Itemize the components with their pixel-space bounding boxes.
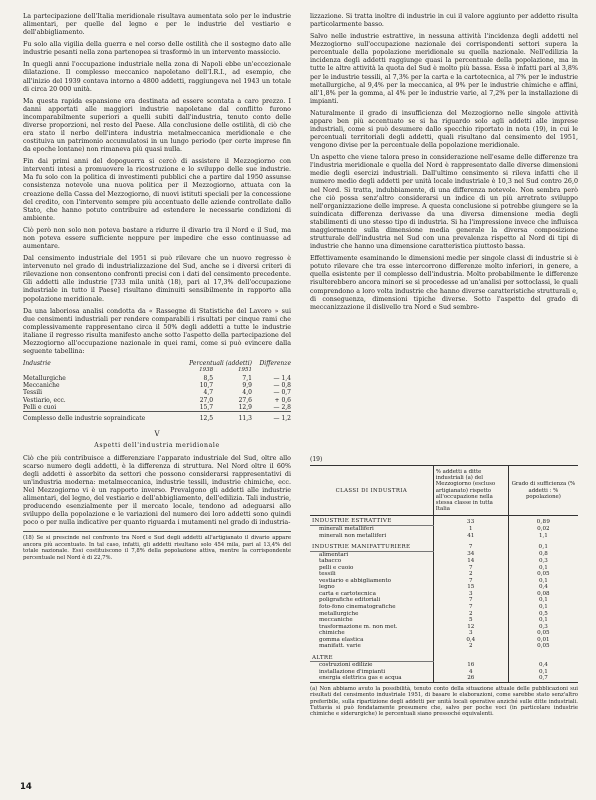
year-1951: 1951 [237, 367, 252, 374]
page-number: 14 [20, 782, 32, 792]
class-sufficiency: 0,7 [538, 675, 548, 682]
value-1951: 7,1 [242, 374, 252, 382]
class-name: tabacco [319, 558, 342, 565]
class-percent: 4 [433, 669, 508, 676]
class-percent: 7 [433, 565, 508, 572]
group-sufficiency: 0,89 [536, 518, 551, 525]
note-table-block [310, 456, 578, 717]
class-name: poligrafiche editoriali [319, 597, 381, 604]
paragraph: Da una laboriosa analisi condotta da « Rassegne di Statistiche del Lavoro » sui due censimenti industriali per rendere comparabili i risultati per cinque rami che complessivamente rappresentano circa il 50% degli addetti a tutte le industrie italiane il regresso risulta manifesto anche sotto l'aspetto della partecipazione del Mezzogiorno all'occupazione nazionale in quei rami, come si può evincere dalla seguente tabellina: [23, 307, 291, 355]
class-name: costruzioni edilizie [319, 662, 373, 669]
group-percent: 33 [433, 516, 508, 526]
right-column [310, 13, 578, 316]
value-1938: 12,5 [174, 412, 213, 423]
year-1938: 1938 [199, 367, 214, 374]
table-row [23, 382, 291, 389]
table-row [23, 397, 291, 404]
class-name: gomma elastica [319, 636, 364, 643]
paragraph: Ciò che più contribuisce a differenziare l'apparato industriale del Sud, oltre allo scarso numero degli addetti, è la differenza di struttura. Nel Nord oltre il 60% degli addetti è assorbito da settori che possono considerarsi rappresentativi di un'industria moderna: metalmeccanica, industrie tessili, industrie chimiche, ecc. Nel Mezzogiorno vi è un rapporto inverso. Prevalgono gli addetti alle industrie alimentari, del legno, del vestiario e dell'abbigliamento, dell'edilizia. Tali industrie, producendo esenzialmente per il mercato locale, tendono ad adeguarsi allo sviluppo della popolazione e le variazioni del numero dei loro addetti sono quindi poco o per nulla indicative per quanto riguarda i mutamenti nel grado di industria- [23, 454, 291, 527]
class-name: meccaniche [319, 617, 353, 624]
class-sufficiency: 0,3 [538, 558, 548, 565]
value-difference: — 0,8 [273, 381, 291, 389]
class-name: vestiario e abbigliamento [319, 577, 392, 584]
table-row [310, 551, 578, 558]
value-1951: 11,3 [213, 412, 252, 423]
class-percent: 7 [433, 604, 508, 611]
group-name: INDUSTRIE ESTRATTIVE [310, 516, 433, 526]
table-note: (a) Non abbiamo avuto la possibilità, tenuto conto della situazione attuale delle pubblicazioni sui risultati del censimento industriale 1951, di basare le elaborazioni, come sarebbe stato senz'altro preferibile, sulla ripartizione degli addetti per unità locali operative anziché sulle ditte industriali. Tuttavia si può fondatamente presumere che, salvo per poche voci (in particolare industrie chimiche e siderurgiche) le percentuali siano pressoché equivalenti. [310, 686, 578, 718]
class-name: metallurgiche [319, 610, 359, 617]
paragraph: Ma questa rapida espansione era destinata ad essere scontata a caro prezzo. I danni apportati alle maggiori industrie napoletane dal conflitto furono incomparabilmente superiori a quelli subiti dall'industria, tenuto conto delle diverse proporzioni, nel resto del Paese. Alla conclusione delle ostilità, di ciò che era stato il nerbo dell'intera industria metalmeccanica meridionale e che costituiva un patrimonio accumulatosi in un lungo periodo (per certe imprese fin da epoche lontane) non rimaneva più quasi nulla. [23, 97, 291, 154]
class-sufficiency: 0,5 [538, 610, 548, 617]
paragraph: Fu solo alla vigilia della guerra e nel corso delle ostilità che il sostegno dato alle industrie pesanti nella zona partenopea si trasformò in un intervento massiccio. [23, 41, 291, 57]
header-diff: Differenze [259, 360, 291, 368]
group-name: INDUSTRIE MANIFATTURIERE [310, 542, 433, 551]
value-1938: 8,5 [203, 374, 214, 382]
group-percent [433, 653, 508, 662]
class-sufficiency: 0,02 [537, 525, 550, 532]
class-name: minerali non metalliferi [319, 532, 387, 539]
value-1938: 4,7 [203, 389, 214, 397]
value-1951: 27,6 [238, 396, 252, 404]
paragraph: Dal censimento industriale del 1951 si può rilevare che un nuovo regresso è intervenuto nel grado di industrializzazione del Sud, anche se i diversi criteri di rilevazione non consentono confronti precisi con i dati del censimento precedente. Gli addetti alle industrie [733 mila unità (18), pari al 17,3% dell'occupazione industriale in tutto il Paese] risultano diminuiti sensibilmente in rapporto alla popolazione meridionale. [23, 255, 291, 303]
paragraph: lizzazione. Si tratta inoltre di industrie in cui il valore aggiunto per addetto risulta particolarmente basso. [310, 13, 578, 29]
header-percent: Percentuali (addetti) [189, 360, 252, 368]
class-sufficiency: 0,01 [537, 636, 550, 643]
class-name: tessili [319, 571, 336, 578]
value-difference: — 0,7 [273, 389, 291, 397]
table-row [23, 375, 291, 382]
group-percent: 7 [433, 542, 508, 551]
value-difference: — 1,2 [252, 412, 291, 423]
value-difference: — 1,4 [273, 374, 291, 382]
class-percent: 2 [433, 571, 508, 578]
column-header-class: CLASSI DI INDUSTRIA [310, 466, 433, 516]
paragraph: Ciò però non solo non poteva bastare a ridurre il divario tra il Nord e il Sud, ma non poteva essere sufficiente neppure per impedire che esso continuasse ad aumentare. [23, 226, 291, 251]
section-number: V [154, 430, 160, 439]
class-percent: 3 [433, 591, 508, 598]
class-sufficiency: 0,05 [537, 571, 550, 578]
value-1938: 27,0 [199, 396, 214, 404]
class-sufficiency: 0,1 [538, 617, 548, 624]
class-sufficiency: 0,4 [538, 584, 548, 591]
class-sufficiency: 1,1 [538, 532, 548, 539]
paragraph: Un aspetto che viene talora preso in considerazione nell'esame delle differenze tra l'industria meridionale e quella del Nord è rappresentato dalle diverse dimensioni medie degli esercizi industriali. Dall'ultimo censimento si rileva infatti che il numero medio degli addetti per unità locale industriale è 10,3 nel Sud contro 26,0 nel Nord. Si tratta, indubbiamente, di una differenza notevole. Non sembra però che ciò possa senz'altro considerarsi un indice di un più arretrato sviluppo nell'organizzazione delle imprese. A questa conclusione si potrebbe giungere se la suindicata differenza derivasse da una diversa dimensione media degli stabilimenti di uno stesso tipo di industria. Si ha l'impressione invece che influisca maggiormente sulla dimensione media generale la diversa composizione strutturale dell'industria nel Sud con una prevalenza rispetto al Nord di tipi di industrie che hanno una dimensione caratteristica piuttosto bassa. [310, 154, 578, 251]
class-percent: 3 [433, 630, 508, 637]
class-sufficiency: 0,1 [538, 564, 548, 571]
class-name: foto-fono cinematografiche [319, 603, 396, 610]
class-sufficiency: 0,1 [538, 577, 548, 584]
value-difference: — 2,8 [273, 403, 291, 411]
industry-name: Tessili [23, 389, 43, 397]
left-column [23, 13, 291, 561]
header-industry: Industrie [23, 360, 51, 368]
table-total-row [23, 412, 291, 423]
class-sufficiency: 0,1 [538, 597, 548, 604]
table-row [310, 662, 578, 669]
table-row [310, 675, 578, 682]
table-row [23, 389, 291, 396]
class-name: energia elettrica gas e acqua [319, 675, 402, 682]
paragraph: Salvo nelle industrie estrattive, in nessuna attività l'incidenza degli addetti nel Mezzogiorno sull'occupazione nazionale dei corrispondenti settori supera la percentuale della popolazione meridionale su quella nazionale. Nell'edilizia la incidenza degli addetti raggiunge quasi la percentuale della popolazione, ma in tutte le altre attività la quota del Sud è molto più bassa. Essa è infatti pari al 3,8% per le industrie tessili, al 7,3% per la carta e la cartotecnica, al 7% per le industrie metallurgiche, al 9,4% per la meccanica, al 9% per le industrie chimiche e affini, all'1,8% per la gomma, al 4% per le industrie varie, al 7,2% per la installazione di impianti. [310, 33, 578, 105]
class-sufficiency: 0,08 [537, 590, 550, 597]
group-row [310, 653, 578, 662]
class-name: chimiche [319, 630, 345, 637]
value-1951: 9,9 [242, 381, 252, 389]
column-header-percent: % addetti a ditte industriali (a) del Mezzogiorno (escluso artigianato) rispetto all'occupazione nella stessa classe in tutta Italia [433, 466, 508, 516]
class-percent: 1 [433, 525, 508, 532]
class-percent: 5 [433, 617, 508, 624]
section-title: Aspetti dell'industria meridionale [94, 441, 220, 449]
class-percent: 41 [433, 533, 508, 540]
class-sufficiency: 0,05 [537, 630, 550, 637]
class-percent: 15 [433, 584, 508, 591]
value-1951: 4,0 [242, 389, 252, 397]
value-difference: + 0,6 [274, 396, 291, 404]
class-sufficiency: 0,4 [538, 662, 548, 669]
class-name: alimentari [319, 551, 349, 558]
group-row [310, 516, 578, 526]
class-percent: 2 [433, 643, 508, 650]
class-percent: 16 [433, 662, 508, 669]
paragraph: Naturalmente il grado di insufficienza del Mezzogiorno nelle singole attività appare ben più accentuato se si ha riguardo solo agli addetti alle imprese industriali, come si può desumere dallo specchio riportato in nota (19), in cui le percentuali territoriali degli addetti, quali risultano dal censimento del 1951, vengono divise per la percentuale della popolazione meridionale. [310, 109, 578, 150]
value-1938: 15,7 [199, 403, 214, 411]
industry-class-table [310, 465, 578, 683]
paragraph: In quegli anni l'occupazione industriale nella zona di Napoli ebbe un'eccezionale dilatazione. Il complesso meccanico napoletano dell'I.R.I., ad esempio, che all'inizio del 1939 contava intorno a 4800 addetti, raggiungeva nel 1943 un totale di circa 20 000 unità. [23, 61, 291, 93]
class-sufficiency: 0,1 [538, 668, 548, 675]
group-name: ALTRE [310, 653, 433, 662]
class-percent: 7 [433, 578, 508, 585]
class-name: installazione d'impianti [319, 668, 386, 675]
class-percent: 12 [433, 624, 508, 631]
class-name: minerali metalliferi [319, 525, 374, 532]
class-percent: 34 [433, 551, 508, 558]
value-1938: 10,7 [199, 381, 214, 389]
note-number: (19) [310, 456, 323, 463]
class-name: pelli e cuoio [319, 564, 354, 571]
class-name: manifatt. varie [319, 643, 361, 650]
class-sufficiency: 0,05 [537, 643, 550, 650]
table-row [310, 525, 578, 532]
industry-name: Vestiario, ecc. [23, 396, 66, 404]
paragraph: Effettivamente esaminando le dimensioni medie per singole classi di industrie si è potuto rilevare che tra esse intercorrono differenze molto inferiori, in genere, a quella esistente per il complesso dell'industria. Molto probabilmente le differenze risulterebbero ancora minori se si procedesse ad un'analisi per sottoclassi, le quali comprendono a loro volta industrie che hanno diverse caratteristiche strutturali e, di conseguenza, dimensioni tipiche diverse. Sotto l'aspetto del grado di meccanizzazione il dislivello tra Nord e Sud sembre- [310, 255, 578, 311]
footnote: (18) Se si prescinde nel confronto tra Nord e Sud degli addetti all'artigianato il divario appare ancora più accentuato. In tal caso, infatti, gli addetti risultano solo 454 mila, pari al 13,4% del totale nazionale. Essi costituiscono il 7,8% della popolazione attiva, mentre la corrispondente percentuale nel Nord è di 22,7%. [23, 531, 291, 561]
class-sufficiency: 0,3 [538, 623, 548, 630]
class-name: carta e cartotecnica [319, 590, 376, 597]
class-percent: 2 [433, 611, 508, 618]
class-percent: 14 [433, 558, 508, 565]
industry-name: Pelli e cuoi [23, 403, 57, 411]
class-sufficiency: 0,1 [538, 603, 548, 610]
class-percent: 7 [433, 597, 508, 604]
table-row [23, 404, 291, 412]
industry-name: Metallurgiche [23, 374, 66, 382]
class-name: trasformazione m. non met. [319, 623, 398, 630]
value-1951: 12,9 [238, 403, 252, 411]
class-percent: 26 [433, 675, 508, 682]
group-row [310, 542, 578, 551]
industry-name: Complesso delle industrie sopraindicate [23, 412, 174, 423]
class-name: legno [319, 584, 335, 591]
class-sufficiency: 0,8 [538, 551, 548, 558]
industry-name: Meccaniche [23, 381, 60, 389]
column-header-sufficiency: Grado di sufficienza (% addetti : % popolazione) [508, 466, 578, 516]
comparison-table [23, 360, 291, 422]
group-sufficiency [508, 653, 578, 662]
class-percent: 0,4 [433, 637, 508, 644]
group-sufficiency: 0,1 [538, 544, 549, 551]
paragraph: Fin dai primi anni del dopoguerra si cercò di assistere il Mezzogiorno con interventi intesi a promuovere la ricostruzione e lo sviluppo delle sue industrie. Ma fu solo con la politica di investimenti pubblici che a partire dal 1950 assunse consistenza notevole una nuova politica per il Mezzogiorno, attuata con la creazione della Cassa del Mezzogiorno, di nuovi istituti speciali per la concessione del credito, con l'intervento sempre più accentuato delle aziende controllate dallo Stato, che hanno potuto contribuire ad estendere le necessarie condizioni di ambiente. [23, 158, 291, 222]
paragraph: La partecipazione dell'Italia meridionale risultava aumentata solo per le industrie alimentari, per quelle del legno e per le industrie del vestiario e dell'abbigliamento. [23, 13, 291, 37]
